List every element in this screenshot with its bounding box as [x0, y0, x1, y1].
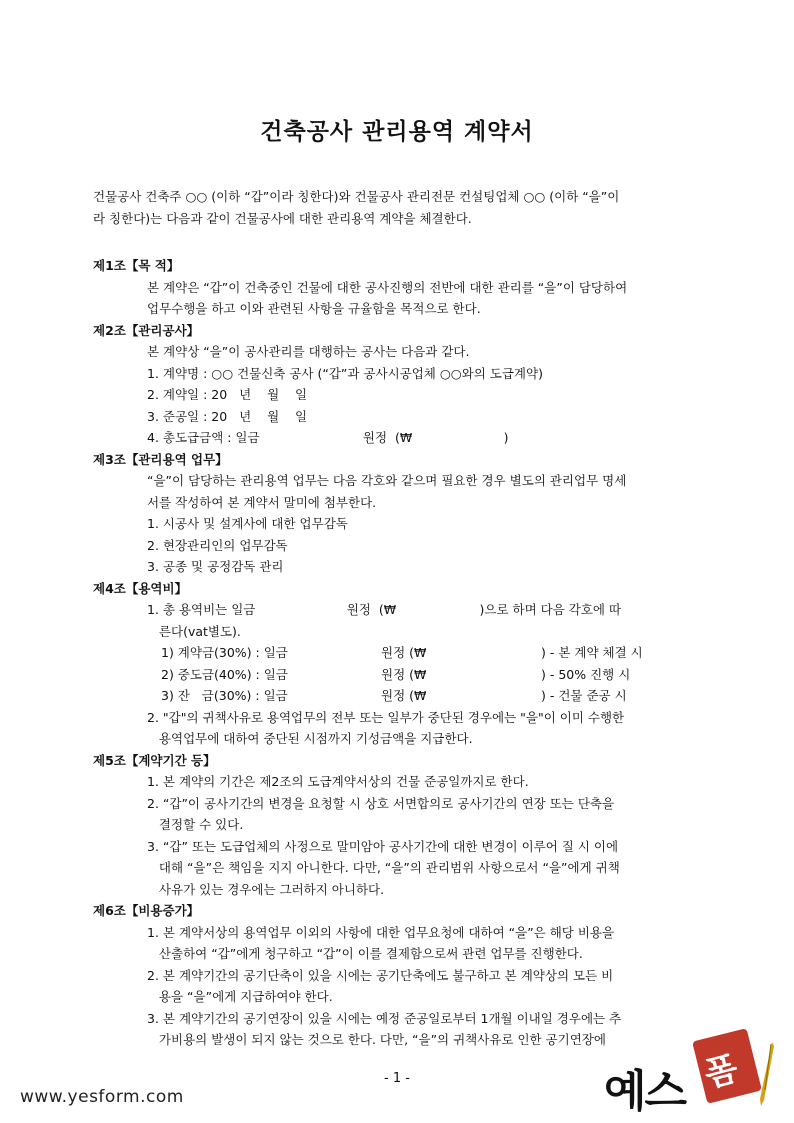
article-2-heading: 제2조【관리공사】 — [93, 322, 200, 338]
payment-row — [93, 664, 705, 686]
article-2-line: 본 계약상 “을”이 공사관리를 대행하는 공사는 다음과 같다. — [147, 344, 470, 359]
payment-label: 1) 계약금(30%) : 일금 — [161, 645, 288, 660]
articles — [93, 255, 705, 1051]
article-2-line: 4. 총도급금액 : 일금 원정 (₩ ) — [147, 430, 509, 445]
article-4-heading: 제4조【용역비】 — [93, 580, 188, 596]
logo-text: 예스 — [604, 1066, 686, 1117]
article-6-line: 1. 본 계약서상의 용역업무 이외의 사항에 대한 업무요청에 대하여 “을”은 해당 비용을 — [147, 924, 615, 940]
article-5-line: 3. “갑” 또는 도급업체의 사정으로 말미암아 공사기간에 대한 변경이 이루어 질 시 이에 — [147, 838, 619, 854]
article-2-line: 1. 계약명 : ○○ 건물신축 공사 (“갑”과 공사시공업체 ○○와의 도급계약) — [147, 365, 543, 381]
logo-box-text: 폼 — [700, 1048, 743, 1096]
payment-tail: ) - 본 계약 체결 시 — [541, 645, 643, 660]
article-6-line: 가비용의 발생이 되지 않는 것으로 한다. 다만, “을”의 귀책사유로 인한 공기연장에 — [147, 1032, 606, 1047]
article-2-line: 2. 계약일 : 20 년 월 일 — [147, 387, 308, 402]
payment-won: 원정 (₩ — [381, 688, 427, 703]
intro-paragraph — [93, 186, 705, 230]
intro-line: 건물공사 건축주 ○○ (이하 “갑”이라 칭한다)와 건물공사 관리전문 컨설팅업체 ○○ (이하 “을”이 — [93, 189, 620, 204]
article-5-line: 결정할 수 있다. — [147, 817, 244, 832]
payment-tail: ) - 50% 진행 시 — [541, 666, 631, 682]
payment-tail: ) - 건물 준공 시 — [541, 688, 627, 703]
article-5-heading: 제5조【계약기간 등】 — [93, 752, 216, 768]
pen-icon — [756, 1040, 776, 1110]
article-1-line: 업무수행을 하고 이와 관련된 사항을 규율함을 목적으로 한다. — [147, 301, 481, 316]
article-4-line: 1. 총 용역비는 일금 원정 (₩ )으로 하며 다음 각호에 따 — [147, 602, 622, 617]
site-url[interactable]: www.yesform.com — [20, 1087, 184, 1107]
article-5-line: 사유가 있는 경우에는 그러하지 아니하다. — [147, 881, 385, 897]
article-3-line: 2. 현장관리인의 업무감독 — [147, 537, 288, 553]
article-1-line: 본 계약은 “갑”이 건축중인 건물에 대한 공사진행의 전반에 대한 관리를 “을”이 담당하여 — [147, 279, 628, 295]
payment-row — [93, 685, 705, 707]
intro-line: 라 칭한다)는 다음과 같이 건물공사에 대한 관리용역 계약을 체결한다. — [93, 211, 472, 226]
article-5-line: 1. 본 계약의 기간은 제2조의 도급계약서상의 건물 준공일까지로 한다. — [147, 774, 529, 789]
document-title: 건축공사 관리용역 계약서 — [260, 119, 534, 145]
article-6-line: 2. 본 계약기간의 공기단축이 있을 시에는 공기단축에도 불구하고 본 계약상의 모든 비 — [147, 967, 614, 983]
article-5-line: 2. “갑”이 공사기간의 변경을 요청할 시 상호 서면합의로 공사기간의 연장 또는 단축을 — [147, 795, 615, 811]
article-3-line: 1. 시공사 및 설계사에 대한 업무감독 — [147, 516, 348, 531]
page-number: - 1 - — [384, 1071, 410, 1086]
article-3-line: 3. 공종 및 공정감독 관리 — [147, 559, 284, 574]
article-4-line: 2. "갑"의 귀책사유로 용역업무의 전부 또는 일부가 중단된 경우에는 "을"이 이미 수행한 — [147, 709, 625, 725]
article-6-line: 용을 “을”에게 지급하여야 한다. — [147, 989, 333, 1004]
article-3-line: 서를 작성하여 본 계약서 말미에 첨부한다. — [147, 494, 377, 510]
payment-won: 원정 (₩ — [381, 645, 427, 660]
article-6-line: 3. 본 계약기간의 공기연장이 있을 시에는 예정 준공일로부터 1개월 이내일 경우에는 추 — [147, 1010, 622, 1026]
article-3-heading: 제3조【관리용역 업무】 — [93, 451, 228, 467]
article-1-heading: 제1조【목 적】 — [93, 258, 180, 273]
payment-label: 3) 잔 금(30%) : 일금 — [161, 688, 288, 703]
yesform-logo — [604, 1030, 784, 1118]
article-4-line: 른다(vat별도). — [147, 623, 241, 639]
article-6-heading: 제6조【비용증가】 — [93, 903, 200, 918]
article-6-line: 산출하여 “갑”에게 청구하고 “갑”이 이를 결제함으로써 관련 업무를 진행한다. — [147, 946, 583, 961]
article-5-line: 대해 “을”은 책임을 지지 아니한다. 다만, “을”의 관리범위 사항으로서 “을”에게 귀책 — [147, 860, 620, 875]
article-3-line: “을”이 담당하는 관리용역 업무는 다음 각호와 같으며 필요한 경우 별도의 관리업무 명세 — [147, 473, 627, 488]
article-2-line: 3. 준공일 : 20 년 월 일 — [147, 408, 308, 424]
article-4-line: 용역업무에 대하여 중단된 시점까지 기성금액을 지급한다. — [147, 731, 473, 746]
payment-label: 2) 중도금(40%) : 일금 — [161, 666, 288, 682]
payment-row — [93, 642, 705, 664]
payment-won: 원정 (₩ — [381, 666, 427, 682]
